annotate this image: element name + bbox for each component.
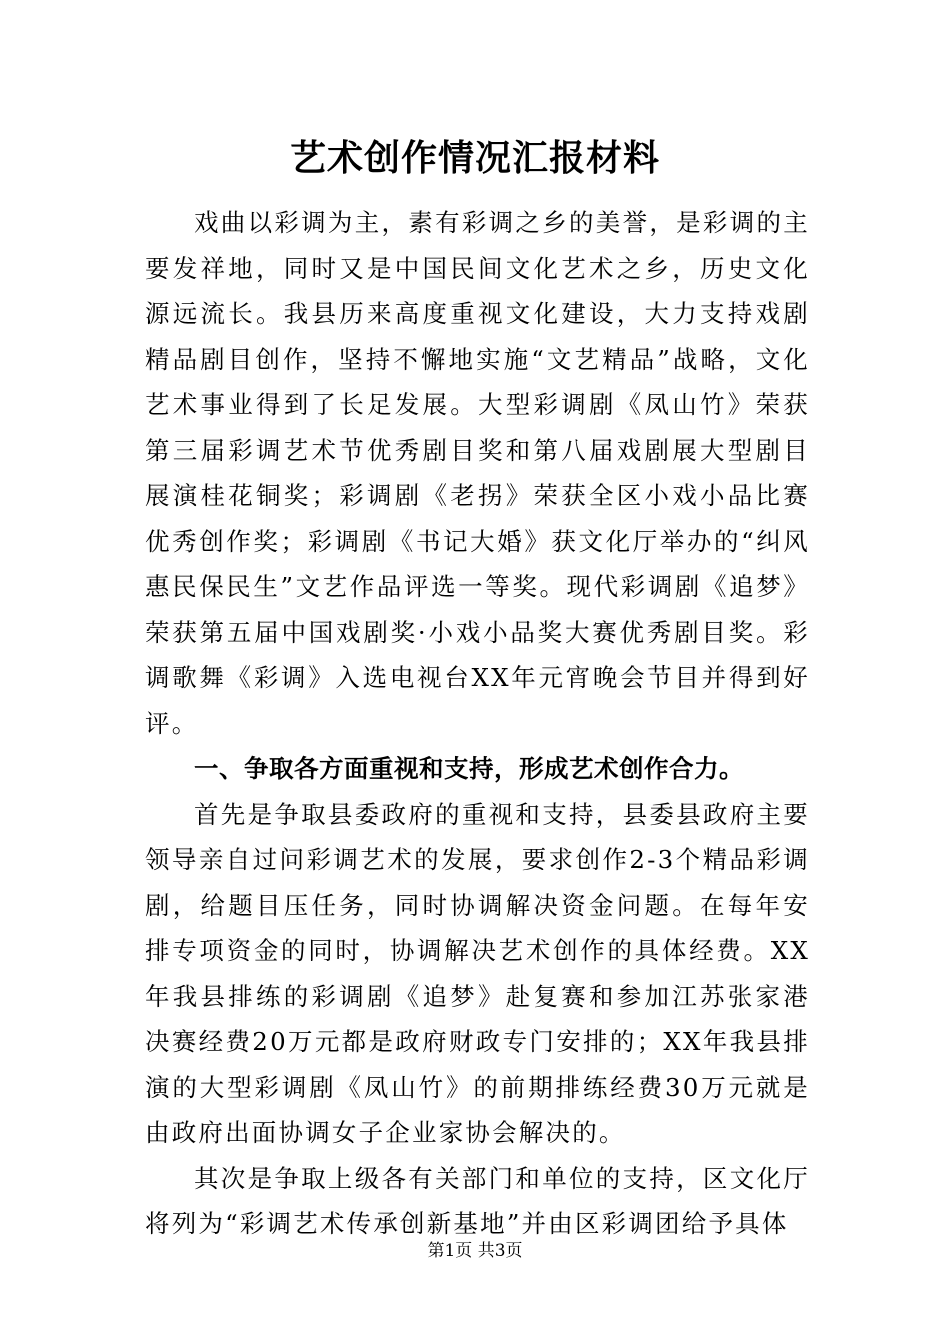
page-number-footer: 第1页 共3页 (427, 1241, 523, 1261)
section-heading-1: 一、争取各方面重视和支持，形成艺术创作合力。 (194, 754, 744, 783)
paragraph-intro: 戏曲以彩调为主，素有彩调之乡的美誉，是彩调的主要发祥地，同时又是中国民间文化艺术之乡，历史文化源远流长。我县历来高度重视文化建设，大力支持戏剧精品剧目创作，坚持不懈地实施“文艺精品”战略，文化艺术事业得到了长足发展。大型彩调剧《凤山竹》荣获第三届彩调艺术节优秀剧目奖和第八届戏剧展大型剧目展演桂花铜奖；彩调剧《老拐》荣获全区小戏小品比赛优秀创作奖；彩调剧《书记大婚》获文化厅举办的“纠风惠民保民生”文艺作品评选一等奖。现代彩调剧《追梦》荣获第五届中国戏剧奖·小戏小品奖大赛优秀剧目奖。彩调歌舞《彩调》入选电视台XX年元宵晚会节目并得到好评。 (145, 208, 810, 738)
document-body (145, 200, 810, 1247)
paragraph-section-1-first: 首先是争取县委政府的重视和支持，县委县政府主要领导亲自过问彩调艺术的发展，要求创作2-3个精品彩调剧，给题目压任务，同时协调解决资金问题。在每年安排专项资金的同时，协调解决艺术创作的具体经费。XX年我县排练的彩调剧《追梦》赴复赛和参加江苏张家港决赛经费20万元都是政府财政专门安排的；XX年我县排演的大型彩调剧《凤山竹》的前期排练经费30万元就是由政府出面协调女子企业家协会解决的。 (145, 799, 810, 1147)
paragraph-section-1-second: 其次是争取上级各有关部门和单位的支持，区文化厅将列为“彩调艺术传承创新基地”并由区彩调团给予具体 (145, 1163, 810, 1238)
document-title: 艺术创作情况汇报材料 (289, 137, 660, 179)
